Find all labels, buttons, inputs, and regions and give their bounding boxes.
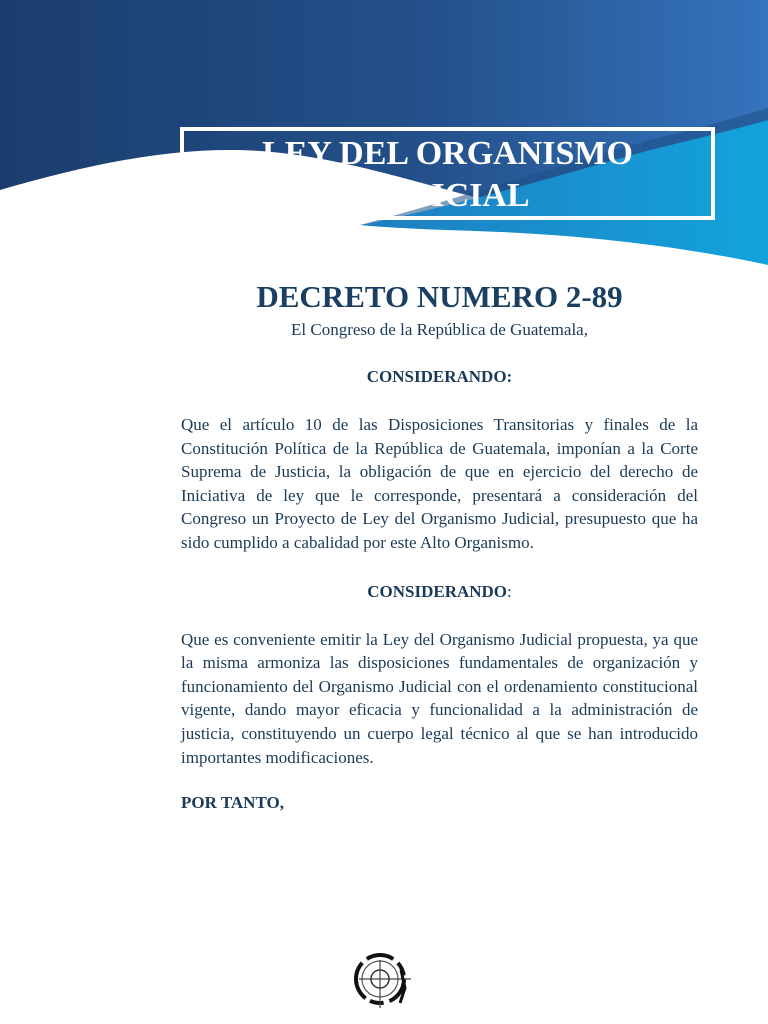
considerando-paragraph-1: Que el artículo 10 de las Disposiciones Transitorias y finales de la Constitución Política de la República de Guatemala, imponían a la Corte Suprema de Justicia, la obligación de que en ejercicio del derecho de Iniciativa de ley que le corresponde, presentará a consideración del Congreso un Proyecto de Ley del Organismo Judicial, presupuesto que ha sido cumplido a cabalidad por este Alto Organismo. <box>181 415 698 552</box>
title-line-1: LEY DEL ORGANISMO <box>262 135 633 172</box>
title-line-2: JUDICIAL <box>365 177 530 214</box>
por-tanto-heading: POR TANTO, <box>181 793 284 813</box>
considerando-heading-1: CONSIDERANDO: <box>366 367 513 386</box>
congress-subtitle: El Congreso de la República de Guatemala, <box>291 320 588 339</box>
decree-title: DECRETO NUMERO 2-89 <box>256 279 623 314</box>
document-body <box>181 278 698 813</box>
considerando-heading-2-colon: : <box>507 581 512 601</box>
considerando-paragraph-2: Que es conveniente emitir la Ley del Organismo Judicial propuesta, ya que la misma armoniza las disposiciones fundamentales de organización y funcionamiento del Organismo Judicial con el ordenamiento constitucional vigente, dando mayor eficacia y funcionalidad a la administración de justicia, constituyendo un cuerpo legal técnico al que se han introducido importantes modificaciones. <box>181 629 698 767</box>
considerando-heading-2-text: CONSIDERANDO <box>367 581 508 601</box>
title-box <box>180 127 715 220</box>
considerando-heading-2 <box>181 582 698 602</box>
crosshair-seal-icon <box>351 948 413 1010</box>
